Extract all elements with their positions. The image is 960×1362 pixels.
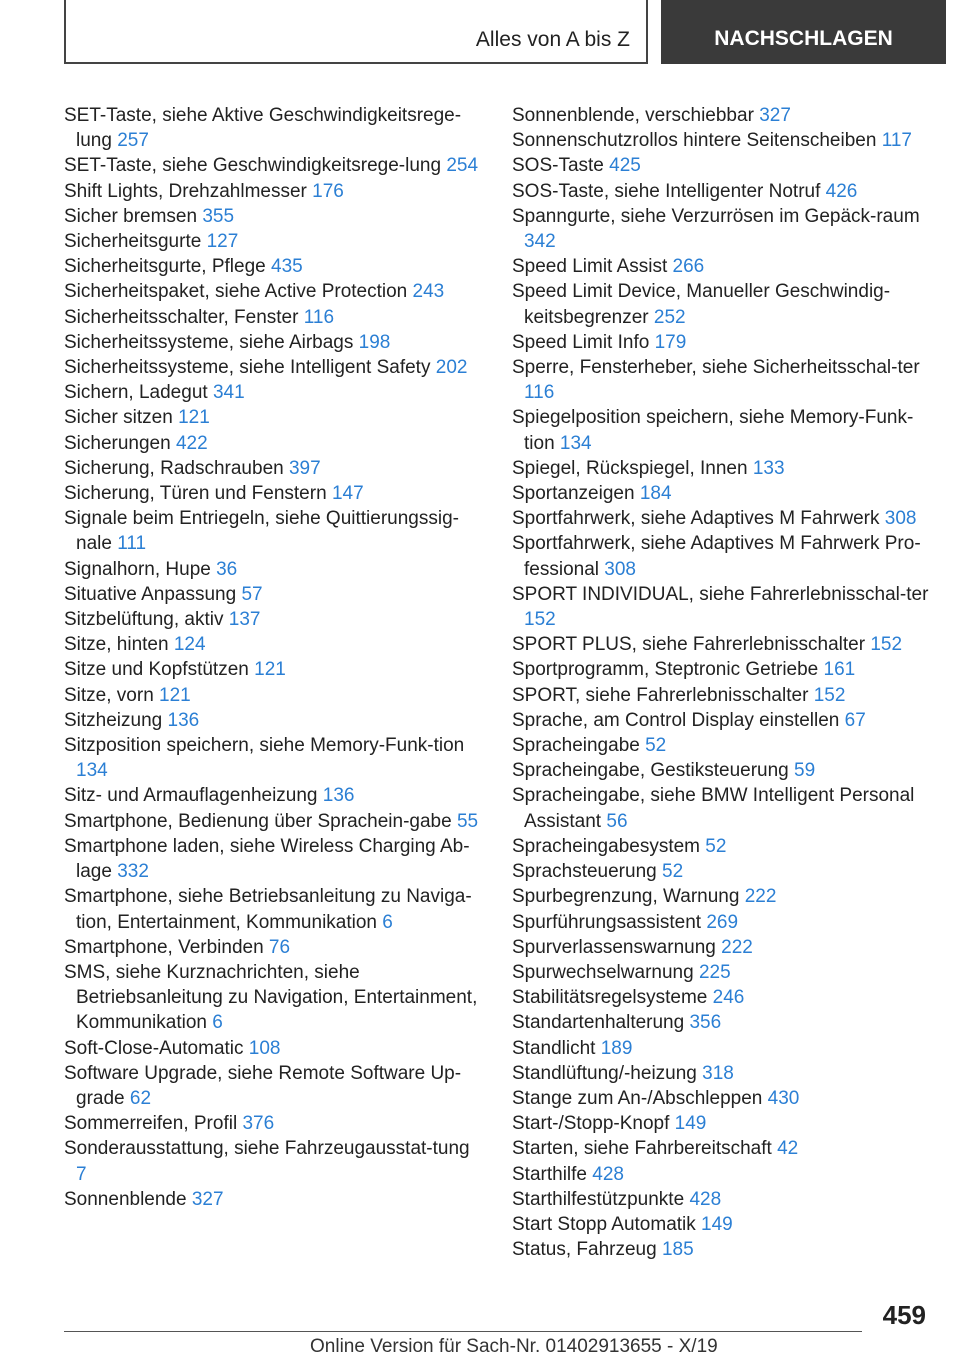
entry-page-link[interactable]: 243 [412, 281, 445, 303]
entry-term: SPORT PLUS, siehe Fahrerlebnisschalter [512, 634, 866, 656]
index-entry [512, 985, 932, 1010]
index-column-right [512, 103, 932, 1262]
index-entry [512, 708, 932, 733]
header-frame [64, 0, 648, 64]
entry-page-link[interactable]: 62 [129, 1087, 152, 1109]
entry-page-link[interactable]: 269 [706, 911, 739, 933]
entry-page-link[interactable]: 185 [661, 1239, 694, 1261]
index-entry [64, 733, 484, 783]
entry-term: Speed Limit Info [512, 331, 650, 353]
entry-term: Sicherung, Radschrauben [64, 457, 284, 479]
index-entry [512, 884, 932, 909]
index-entry [64, 708, 484, 733]
entry-term: Speed Limit Device, Manueller Geschwindig-keitsbegrenzer [512, 281, 891, 328]
index-entry [64, 355, 484, 380]
entry-term: Sicher sitzen [64, 407, 173, 429]
entry-term: Spurbegrenzung, Warnung [512, 886, 740, 908]
entry-term: Sportanzeigen [512, 483, 635, 505]
entry-term: Spurverlassenswarnung [512, 936, 716, 958]
entry-page-link[interactable]: 356 [689, 1012, 722, 1034]
entry-page-link[interactable]: 327 [759, 105, 791, 126]
entry-page-link[interactable]: 355 [202, 205, 235, 227]
entry-page-link[interactable]: 134 [76, 760, 108, 782]
index-entry [64, 884, 484, 934]
entry-page-link[interactable]: 318 [702, 1062, 734, 1084]
entry-term: Signalhorn, Hupe [64, 558, 211, 580]
entry-term: SPORT INDIVIDUAL, siehe Fahrerlebnisschal-ter [512, 583, 929, 605]
entry-term: Sicherheitspaket, siehe Active Protection [64, 281, 408, 303]
entry-page-link[interactable]: 147 [331, 483, 364, 505]
entry-term: Spanngurte, siehe Verzurrösen im Gepäck-raum [512, 205, 920, 227]
entry-page-link[interactable]: 341 [212, 382, 245, 404]
index-entry [64, 254, 484, 279]
index-column-left [64, 103, 484, 1212]
index-entry [512, 1111, 932, 1136]
index-entry [64, 103, 484, 153]
index-entry [64, 279, 484, 304]
entry-page-link[interactable]: 161 [823, 659, 856, 681]
entry-page-link[interactable]: 127 [206, 231, 239, 253]
index-entry [512, 204, 932, 254]
entry-term: Sonderausstattung, siehe Fahrzeugausstat-tung [64, 1138, 470, 1160]
entry-page-link[interactable]: 376 [242, 1113, 275, 1135]
entry-page-link[interactable]: 121 [178, 407, 210, 429]
entry-page-link[interactable]: 184 [639, 483, 672, 505]
index-entry [64, 330, 484, 355]
entry-term: Sitzheizung [64, 709, 163, 731]
entry-page-link[interactable]: 332 [117, 861, 149, 883]
index-entry [512, 1086, 932, 1111]
index-entry [64, 582, 484, 607]
index-entry [512, 1237, 932, 1262]
entry-page-link[interactable]: 137 [228, 609, 261, 631]
entry-page-link[interactable]: 342 [524, 231, 556, 253]
entry-term: Sportprogramm, Steptronic Getriebe [512, 659, 819, 681]
entry-term: Sicherheitssysteme, siehe Intelligent Safety [64, 357, 431, 379]
index-entry [64, 632, 484, 657]
section-title: Alles von A bis Z [475, 28, 630, 51]
entry-term: Sportfahrwerk, siehe Adaptives M Fahrwerk [512, 508, 880, 530]
index-entry [512, 1162, 932, 1187]
entry-page-link[interactable]: 422 [175, 432, 208, 454]
entry-page-link[interactable]: 152 [870, 634, 903, 656]
entry-term: Smartphone, siehe Betriebsanleitung zu Naviga-tion, Entertainment, Kommunikation [64, 886, 472, 933]
index-entry [512, 128, 932, 153]
entry-page-link[interactable]: 428 [689, 1188, 722, 1210]
index-entry [64, 1036, 484, 1061]
entry-term: Sperre, Fensterheber, siehe Sicherheitsschal-ter [512, 357, 920, 379]
entry-page-link[interactable]: 152 [524, 609, 556, 631]
index-entry [64, 380, 484, 405]
entry-term: Sichern, Ladegut [64, 382, 208, 404]
entry-term: Soft-Close-Automatic [64, 1037, 244, 1059]
entry-page-link[interactable]: 435 [271, 256, 303, 278]
index-entry [512, 1136, 932, 1161]
entry-term: Stabilitätsregelsysteme [512, 987, 708, 1009]
entry-page-link[interactable]: 308 [884, 508, 917, 530]
index-entry [512, 179, 932, 204]
entry-term: Software Upgrade, siehe Remote Software Up-grade [64, 1062, 462, 1109]
index-entry [64, 179, 484, 204]
entry-term: Sitz- und Armauflagenheizung [64, 785, 318, 807]
index-entry [512, 153, 932, 178]
entry-page-link[interactable]: 56 [606, 810, 628, 832]
entry-term: Shift Lights, Drehzahlmesser [64, 180, 307, 202]
index-entry [64, 456, 484, 481]
index-entry [64, 431, 484, 456]
index-entry [512, 960, 932, 985]
entry-page-link[interactable]: 124 [173, 634, 206, 656]
entry-term: Sprachsteuerung [512, 861, 657, 883]
entry-page-link[interactable]: 428 [592, 1163, 624, 1185]
index-entry [512, 1036, 932, 1061]
entry-term: Smartphone laden, siehe Wireless Charging Ab-lage [64, 835, 470, 883]
index-entry [512, 859, 932, 884]
index-entry [64, 557, 484, 582]
entry-page-link[interactable]: 252 [653, 306, 686, 328]
entry-term: SMS, siehe Kurznachrichten, siehe Betriebsanleitung zu Navigation, Entertainment, Kommunikation [64, 961, 478, 1034]
index-entry [512, 783, 932, 833]
entry-page-link[interactable]: 116 [303, 306, 335, 328]
entry-page-link[interactable]: 308 [604, 558, 636, 580]
entry-page-link[interactable]: 116 [524, 382, 555, 404]
index-entry [64, 834, 484, 884]
entry-term: Sitze, hinten [64, 634, 169, 656]
entry-term: Sonnenblende [64, 1188, 187, 1210]
index-entry [64, 305, 484, 330]
entry-term: SOS-Taste [512, 155, 604, 177]
index-entry [64, 204, 484, 229]
entry-page-link[interactable]: 327 [191, 1188, 224, 1210]
index-entry [64, 1061, 484, 1111]
entry-page-link[interactable]: 222 [721, 936, 753, 958]
index-entry [512, 683, 932, 708]
index-entry [512, 405, 932, 455]
entry-term: Smartphone, Bedienung über Sprachein-gabe [64, 810, 452, 832]
entry-term: Sitze, vorn [64, 684, 154, 706]
entry-term: Start Stopp Automatik [512, 1213, 696, 1235]
index-entry [512, 279, 932, 329]
entry-page-link[interactable]: 222 [744, 886, 777, 908]
entry-term: Spracheingabe, siehe BMW Intelligent Personal Assistant [512, 785, 915, 832]
index-entry [512, 103, 932, 128]
index-entry [512, 582, 932, 632]
entry-term: Starthilfestützpunkte [512, 1188, 685, 1210]
entry-term: Sicherheitssysteme, siehe Airbags [64, 331, 354, 353]
entry-page-link[interactable]: 134 [559, 432, 592, 454]
entry-term: Standartenhalterung [512, 1012, 685, 1034]
entry-page-link[interactable]: 202 [435, 357, 468, 379]
index-entry [64, 229, 484, 254]
index-entry [512, 531, 932, 581]
entry-term: Sicherheitsschalter, Fenster [64, 306, 299, 328]
entry-term: Speed Limit Assist [512, 256, 668, 278]
entry-page-link[interactable]: 397 [288, 457, 321, 479]
entry-page-link[interactable]: 425 [609, 155, 641, 177]
index-entry [64, 1136, 484, 1186]
entry-page-link[interactable]: 76 [268, 936, 291, 958]
index-entry [512, 254, 932, 279]
entry-page-link[interactable]: 55 [456, 810, 479, 832]
entry-page-link[interactable]: 6 [212, 1012, 223, 1034]
entry-term: SET-Taste, siehe Geschwindigkeitsrege-lung [64, 155, 442, 177]
entry-term: Start-/Stopp-Knopf [512, 1113, 670, 1135]
entry-page-link[interactable]: 42 [777, 1138, 799, 1160]
entry-term: Sonnenblende, verschiebbar [512, 105, 754, 126]
entry-page-link[interactable]: 59 [794, 760, 816, 782]
entry-page-link[interactable]: 67 [844, 709, 866, 731]
index-entry [512, 355, 932, 405]
index-entry [512, 910, 932, 935]
entry-page-link[interactable]: 121 [254, 659, 286, 681]
entry-term: Sicherheitsgurte, Pflege [64, 256, 266, 278]
entry-term: Sicherung, Türen und Fenstern [64, 483, 327, 505]
entry-term: Stange zum An-/Abschleppen [512, 1087, 763, 1109]
index-entry [64, 153, 484, 178]
entry-term: Sitze und Kopfstützen [64, 659, 249, 681]
index-entry [64, 1187, 484, 1212]
index-entry [512, 1212, 932, 1237]
entry-page-link[interactable]: 149 [674, 1113, 707, 1135]
entry-term: Spiegel, Rückspiegel, Innen [512, 457, 748, 479]
entry-page-link[interactable]: 121 [159, 684, 191, 706]
entry-page-link[interactable]: 176 [312, 180, 344, 202]
footer-version: Online Version für Sach-Nr. 01402913655 - X/19 [310, 1336, 718, 1357]
entry-term: Sportfahrwerk, siehe Adaptives M Fahrwerk Pro-fessional [512, 533, 921, 580]
entry-term: Sonnenschutzrollos hintere Seitenscheiben [512, 130, 877, 152]
entry-term: Spiegelposition speichern, siehe Memory-Funk-tion [512, 407, 914, 454]
index-entry [64, 405, 484, 430]
entry-term: Sprache, am Control Display einstellen [512, 709, 840, 731]
index-entry [512, 935, 932, 960]
index-entry [64, 960, 484, 1036]
index-entry [64, 1111, 484, 1136]
entry-page-link[interactable]: 246 [712, 987, 745, 1009]
entry-term: Sicherungen [64, 432, 171, 454]
entry-page-link[interactable]: 117 [881, 130, 912, 152]
entry-page-link[interactable]: 198 [358, 331, 391, 353]
entry-term: Sommerreifen, Profil [64, 1113, 238, 1135]
entry-term: Sicher bremsen [64, 205, 198, 227]
entry-page-link[interactable]: 52 [705, 835, 727, 857]
entry-page-link[interactable]: 152 [813, 684, 846, 706]
entry-term: Sicherheitsgurte [64, 231, 202, 253]
chapter-tab[interactable]: NACHSCHLAGEN [661, 0, 946, 64]
entry-page-link[interactable]: 57 [241, 583, 263, 605]
entry-term: SOS-Taste, siehe Intelligenter Notruf [512, 180, 821, 202]
entry-page-link[interactable]: 133 [752, 457, 785, 479]
index-entry [64, 809, 484, 834]
index-entry [64, 935, 484, 960]
index-entry [64, 783, 484, 808]
entry-page-link[interactable]: 136 [322, 785, 355, 807]
index-entry [512, 506, 932, 531]
footer-divider [64, 1331, 862, 1332]
entry-term: Signale beim Entriegeln, siehe Quittierungssig-nale [64, 508, 459, 555]
entry-page-link[interactable]: 189 [600, 1037, 633, 1059]
index-entry [512, 330, 932, 355]
entry-page-link[interactable]: 266 [672, 256, 705, 278]
entry-page-link[interactable]: 7 [76, 1163, 87, 1185]
index-entry [512, 1010, 932, 1035]
entry-term: Spracheingabe [512, 735, 640, 757]
entry-term: Sitzposition speichern, siehe Memory-Funk-tion [64, 735, 465, 757]
index-entry [512, 758, 932, 783]
entry-page-link[interactable]: 6 [382, 911, 393, 933]
index-entry [512, 456, 932, 481]
entry-page-link[interactable]: 426 [825, 180, 858, 202]
index-entry [64, 657, 484, 682]
index-entry [512, 632, 932, 657]
index-entry [512, 657, 932, 682]
entry-page-link[interactable]: 149 [701, 1213, 733, 1235]
entry-term: SET-Taste, siehe Aktive Geschwindigkeitsrege-lung [64, 105, 462, 152]
entry-page-link[interactable]: 136 [167, 709, 200, 731]
entry-page-link[interactable]: 52 [645, 735, 667, 757]
entry-term: Standlicht [512, 1037, 596, 1059]
index-entry [512, 733, 932, 758]
index-entry [64, 481, 484, 506]
entry-term: SPORT, siehe Fahrerlebnisschalter [512, 684, 809, 706]
entry-page-link[interactable]: 111 [117, 533, 147, 555]
entry-page-link[interactable]: 225 [698, 961, 731, 983]
page-number: 459 [882, 1300, 926, 1330]
index-entry [512, 481, 932, 506]
entry-term: Status, Fahrzeug [512, 1239, 657, 1261]
entry-page-link[interactable]: 257 [117, 130, 149, 152]
entry-page-link[interactable]: 52 [662, 861, 684, 883]
entry-page-link[interactable]: 254 [446, 155, 479, 177]
entry-term: Smartphone, Verbinden [64, 936, 264, 958]
entry-page-link[interactable]: 430 [767, 1087, 800, 1109]
entry-term: Spracheingabesystem [512, 835, 700, 857]
entry-term: Starthilfe [512, 1163, 587, 1185]
entry-term: Starten, siehe Fahrbereitschaft [512, 1138, 772, 1160]
index-entry [64, 683, 484, 708]
entry-page-link[interactable]: 108 [248, 1037, 281, 1059]
entry-term: Spurführungsassistent [512, 911, 702, 933]
index-entry [64, 607, 484, 632]
entry-page-link[interactable]: 179 [654, 331, 687, 353]
entry-term: Situative Anpassung [64, 583, 237, 605]
index-entry [512, 1061, 932, 1086]
entry-term: Spracheingabe, Gestiksteuerung [512, 760, 789, 782]
index-entry [512, 1187, 932, 1212]
index-entry [512, 834, 932, 859]
entry-term: Sitzbelüftung, aktiv [64, 609, 224, 631]
entry-term: Standlüftung/-heizung [512, 1062, 697, 1084]
index-entry [64, 506, 484, 556]
entry-term: Spurwechselwarnung [512, 961, 694, 983]
entry-page-link[interactable]: 36 [216, 558, 238, 580]
